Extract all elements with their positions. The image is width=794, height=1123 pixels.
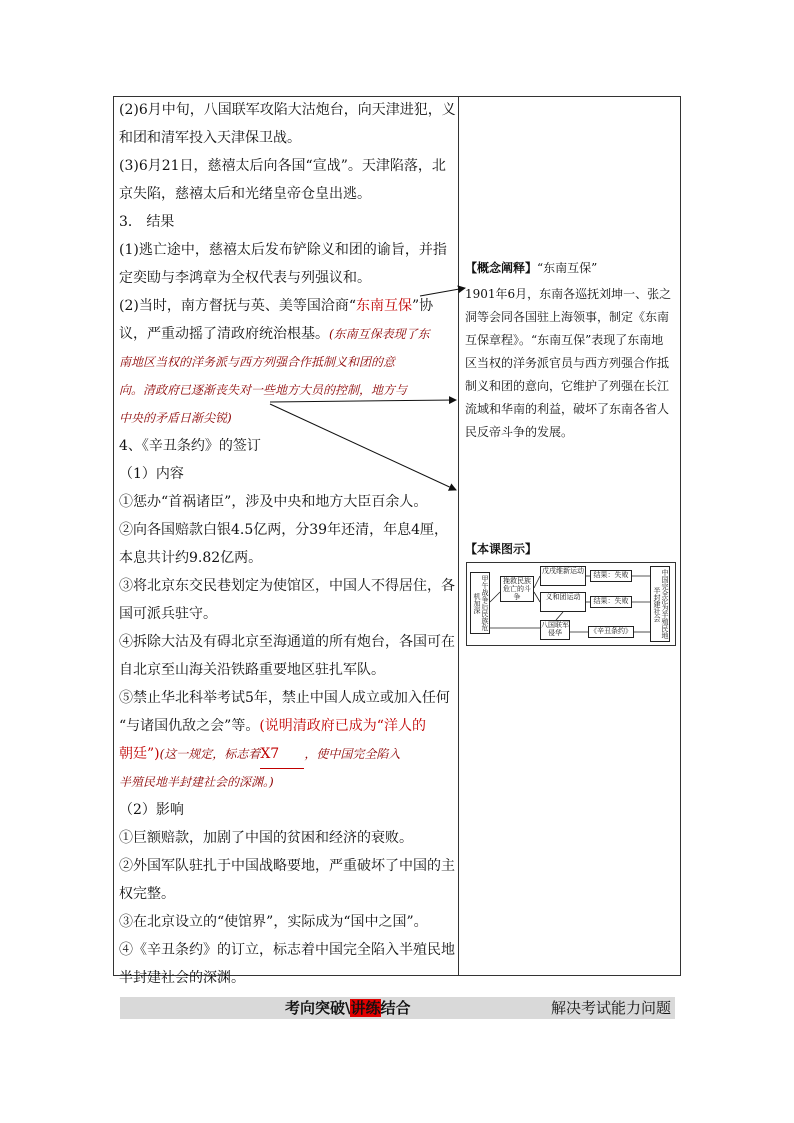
text-line: 自北京至山海关沿铁路重要地区驻扎军队。 (119, 662, 385, 678)
text-line: 国可派兵驻守。 (119, 606, 217, 622)
text-segment: 议，严重动摇了清政府统治根基。 (119, 326, 329, 342)
text-line: 权完整。 (119, 886, 175, 902)
highlight-term: 东南互保 (356, 298, 412, 314)
diagram-heading-row (465, 540, 677, 557)
subheading-impact: （2）影响 (119, 802, 184, 818)
footer-title-part: 考向突破\ (285, 999, 351, 1017)
footer-title-part: 结合 (380, 999, 411, 1017)
concept-section (465, 258, 677, 444)
annotation-note: 南地区当权的洋务派与西方列强合作抵制义和团的意 (119, 355, 396, 369)
text-line: (2)6月中旬，八国联军攻陷大沽炮台，向天津进犯，义 (119, 102, 456, 118)
text-line: 定奕劻与李鸿章为全权代表与列强议和。 (119, 270, 371, 286)
annotation-note: (这一规定，标志着 (159, 747, 261, 761)
text-segment: (2)当时，南方督抚与英、美等国洽商“ (119, 298, 356, 314)
annotation-note: 半殖民地半封建社会的深渊。) (119, 775, 274, 789)
concept-line: 流域和华南的利益，破坏了东南各省人 (465, 402, 670, 416)
section-heading-treaty: 4、《辛丑条约》的签订 (119, 438, 261, 454)
footer-banner (120, 997, 675, 1019)
annotation-note: ，使中国完全陷入 (304, 747, 401, 761)
diagram-heading: 【本课图示】 (465, 542, 538, 556)
annotation-note: (东南互保表现了东 (329, 327, 430, 341)
diagram-node: 中国完全沦为半殖民地半封建社会 (650, 566, 670, 642)
lesson-diagram (466, 562, 676, 646)
concept-line: 民反帝斗争的发展。 (465, 425, 574, 439)
diagram-node: 戊戌维新运动 (540, 566, 586, 586)
diagram-node: 挽救民族危亡的斗争 (500, 576, 534, 602)
fill-blank: X7 (260, 740, 304, 769)
diagram-node: 甲午战争后民族危机加深 (470, 572, 490, 634)
footer-title (285, 997, 411, 1019)
text-line: ⑤禁止华北科举考试5年，禁止中国人成立或加入任何 (119, 690, 450, 706)
text-line: (1)逃亡途中，慈禧太后发布铲除义和团的谕旨，并指 (119, 242, 447, 258)
text-line: ④拆除大沽及有碍北京至海通道的所有炮台，各国可在 (119, 634, 455, 650)
diagram-node: 《辛丑条约》 (588, 626, 634, 638)
footer-subtitle: 解决考试能力问题 (550, 999, 671, 1017)
text-line: 京失陷，慈禧太后和光绪皇帝仓皇出逃。 (119, 186, 371, 202)
concept-body (465, 283, 677, 444)
concept-line: 洞等会同各国驻上海领事，制定《东南 (465, 310, 670, 324)
diagram-arrows (466, 562, 676, 646)
annotation-note: 中央的矛盾日渐尖锐) (119, 411, 232, 425)
text-segment: “与诸国仇敌之会”等。 (119, 718, 260, 734)
concept-heading: 【概念阐释】 (465, 261, 538, 275)
footer-title-highlight: 讲练 (350, 999, 381, 1017)
arrow-line (270, 404, 456, 490)
concept-line: 区当权的洋务派官员与西方列强合作抵 (465, 356, 670, 370)
concept-line: 制义和团的意向，它维护了列强在长江 (465, 379, 670, 393)
text-line: ②外国军队驻扎于中国战略要地，严重破坏了中国的主 (119, 858, 455, 874)
text-line: ①惩办“首祸诸臣”，涉及中央和地方大臣百余人。 (119, 494, 428, 510)
diagram-node: 八国联军侵华 (540, 620, 570, 640)
arrow-line (270, 400, 456, 402)
text-line: (3)6月21日，慈禧太后向各国“宣战”。天津陷落，北 (119, 158, 446, 174)
diagram-node: 义和团运动 (540, 592, 586, 612)
diagram-node: 结果：失败 (590, 596, 632, 608)
concept-line: 互保章程》。“东南互保”表现了东南地 (465, 333, 664, 347)
text-line: ①巨额赔款，加剧了中国的贫困和经济的衰败。 (119, 830, 413, 846)
text-line: 半封建社会的深渊。 (119, 970, 245, 986)
arrow-line (420, 288, 465, 296)
subheading-content: （1）内容 (119, 466, 184, 482)
annotation-note: 向。清政府已逐渐丧失对一些地方大员的控制，地方与 (119, 383, 408, 397)
section-heading-result: 3． 结果 (119, 214, 175, 230)
concept-line: 1901年6月，东南各巡抚刘坤一、张之 (465, 287, 672, 301)
text-segment: ”协 (412, 298, 434, 314)
concept-term: “东南互保” (537, 261, 598, 275)
text-line: 和团和清军投入天津保卫战。 (119, 130, 301, 146)
text-line: 本息共计约9.82亿两。 (119, 550, 263, 566)
highlight-note: 朝廷”) (119, 746, 160, 762)
highlight-note: (说明清政府已成为“洋人的 (259, 718, 426, 734)
diagram-node: 结果：失败 (590, 570, 632, 582)
text-line: ②向各国赔款白银4.5亿两，分39年还清，年息4厘， (119, 522, 448, 538)
text-line: ④《辛丑条约》的订立，标志着中国完全陷入半殖民地 (119, 942, 455, 958)
text-line: ③在北京设立的“使馆界”，实际成为“国中之国”。 (119, 914, 428, 930)
text-line: ③将北京东交民巷划定为使馆区，中国人不得居住，各 (119, 578, 455, 594)
